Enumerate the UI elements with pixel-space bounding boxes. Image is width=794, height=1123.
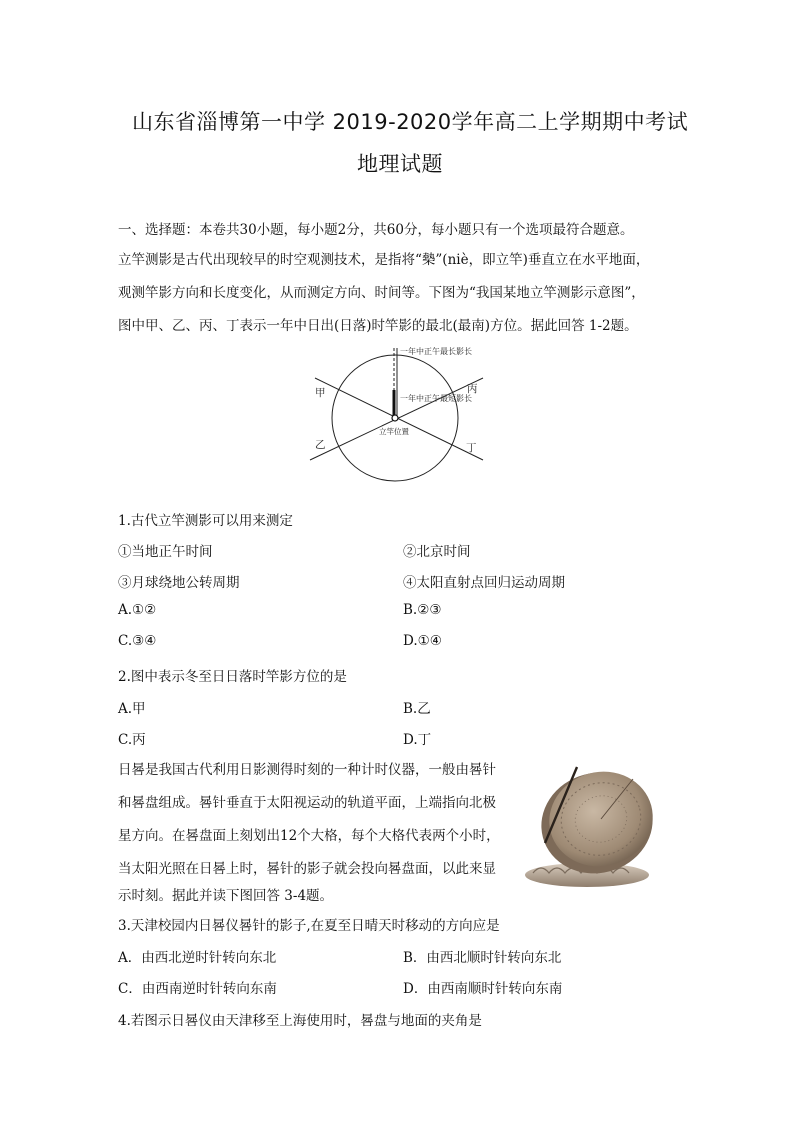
q1-statement-1: ①当地正午时间	[118, 544, 213, 560]
sundial-line-3: 星方向。在晷盘面上刻划出12个大格，每个大格代表两个小时，	[118, 828, 500, 844]
q4-stem: 4.若图示日晷仪由天津移至上海使用时，晷盘与地面的夹角是	[118, 1013, 482, 1029]
sundial-line-5: 示时刻。据此并读下图回答 3-4题。	[118, 888, 334, 904]
pole-shadow-diagram	[305, 340, 495, 490]
q3-option-b: B．由西北顺时针转向东北	[403, 950, 562, 966]
q1-statement-3: ③月球绕地公转周期	[118, 575, 240, 591]
intro-line-2: 观测竿影方向和长度变化，从而测定方向、时间等。下图为“我国某地立竿测影示意图”，	[118, 285, 645, 301]
q2-option-d: D.丁	[403, 732, 432, 748]
label-yi: 乙	[315, 439, 326, 451]
sundial-image	[515, 755, 665, 890]
q3-option-c: C．由西南逆时针转向东南	[118, 981, 277, 997]
q3-option-a: A．由西北逆时针转向东北	[118, 950, 277, 966]
label-bing: 丙	[467, 383, 478, 395]
sundial-line-4: 当太阳光照在日晷上时，晷针的影子就会投向晷盘面，以此来显	[118, 861, 496, 877]
label-longest-shadow: 一年中正午最长影长	[400, 347, 472, 356]
q2-option-a: A.甲	[118, 701, 146, 717]
q2-option-c: C.丙	[118, 732, 146, 748]
intro-line-1: 立竿测影是古代出现较早的时空观测技术，是指将“槷”(niè，即立竿)垂直立在水平地面，	[118, 252, 650, 268]
q1-statement-4: ④太阳直射点回归运动周期	[403, 575, 565, 591]
label-pole-position: 立竿位置	[379, 427, 409, 436]
q2-option-b: B.乙	[403, 701, 431, 717]
sundial-line-2: 和晷盘组成。晷针垂直于太阳视运动的轨道平面，上端指向北极	[118, 795, 496, 811]
section-heading: 一、选择题：本卷共30小题，每小题2分，共60分，每小题只有一个选项最符合题意。	[118, 222, 634, 238]
sundial-line-1: 日晷是我国古代利用日影测得时刻的一种计时仪器，一般由晷针	[118, 762, 496, 778]
q3-stem: 3.天津校园内日晷仪晷针的影子,在夏至日晴天时移动的方向应是	[118, 918, 500, 934]
q2-stem: 2.图中表示冬至日日落时竿影方位的是	[118, 669, 347, 685]
label-jia: 甲	[315, 387, 326, 399]
q1-option-c: C.③④	[118, 633, 157, 649]
label-ding: 丁	[466, 442, 477, 454]
page-subtitle: 地理试题	[357, 152, 443, 176]
page-title: 山东省淄博第一中学 2019-2020学年高二上学期期中考试	[132, 110, 689, 134]
q1-option-d: D.①④	[403, 633, 442, 649]
label-shortest-shadow: 一年中正午最短影长	[400, 394, 472, 403]
pole-position-marker	[392, 415, 398, 421]
q1-statement-2: ②北京时间	[403, 544, 471, 560]
q1-option-b: B.②③	[403, 602, 442, 618]
q1-option-a: A.①②	[118, 602, 157, 618]
intro-line-3: 图中甲、乙、丙、丁表示一年中日出(日落)时竿影的最北(最南)方位。据此回答 1-2题。	[118, 318, 638, 334]
q3-option-d: D．由西南顺时针转向东南	[403, 981, 563, 997]
q1-stem: 1.古代立竿测影可以用来测定	[118, 513, 293, 529]
